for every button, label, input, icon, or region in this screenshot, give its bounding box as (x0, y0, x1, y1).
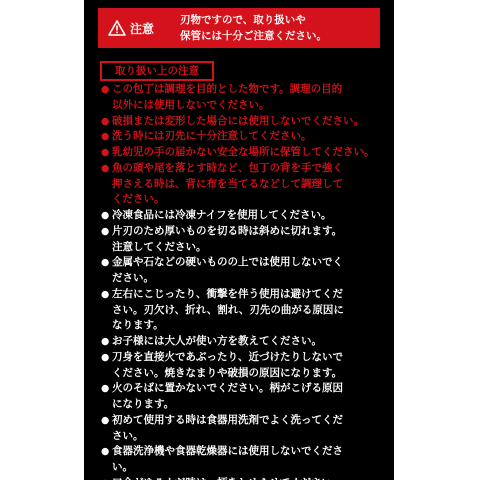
caution-item-line: 注意してください。 (112, 240, 207, 253)
caution-item-line: なります。 (112, 319, 164, 332)
caution-item (102, 255, 384, 287)
section-title: 取り扱い上の注意 (100, 61, 214, 81)
caution-item-line: ● 刀身を直接火であぶったり、近づけたりしないで (112, 350, 343, 363)
caution-item (102, 476, 384, 492)
warning-text-line: 保管には十分ご注意ください。 (180, 30, 327, 42)
caution-item (102, 381, 384, 413)
caution-item-line: さい。 (112, 429, 144, 442)
caution-item (102, 224, 384, 256)
caution-item-line: ● この包丁は調理を目的とした物です。調理の目的 (112, 83, 343, 95)
caution-item (102, 350, 384, 382)
caution-item-line: ● 冷凍食品には冷凍ナイフを使用してください。 (112, 209, 332, 221)
caution-label (84, 0, 394, 489)
caution-item-line: ● 食器洗浄機や食器乾燥器には使用しないでくださ (112, 445, 343, 458)
caution-item (102, 145, 384, 161)
caution-item-line: になります。 (112, 398, 175, 410)
caution-item-line: ● 片刃のため厚いものを切る時は斜めに切れます。 (112, 224, 343, 237)
warning-text (180, 12, 327, 44)
caution-item-line: ください。 (112, 193, 165, 206)
caution-item (102, 334, 384, 350)
caution-item-line: ださい。 (112, 272, 154, 284)
warning-header (98, 8, 380, 48)
caution-item (102, 82, 384, 114)
caution-item (102, 114, 384, 130)
caution-list (102, 82, 384, 492)
caution-item-line: ● 金属や石などの硬いものの上では使用しないでく (112, 256, 343, 269)
caution-item-line: ● 初めて使用する時は食器用洗剤でよく洗ってくだ (112, 413, 343, 426)
caution-item-line: い。 (112, 461, 133, 473)
warning-title: 注意 (130, 21, 155, 36)
warning-triangle-icon (108, 20, 126, 36)
caution-item-line: ● お子様には大人が使い方を教えてください。 (112, 335, 322, 347)
caution-item-line: ● 乳幼児の手の届かない安全な場所に保管してください。 (112, 146, 375, 158)
warning-text-line: 刃物ですので、取り扱いや (180, 14, 306, 26)
caution-item-line: ● 口金がゆるんだ時は、柄をしめらせてください。 (112, 476, 343, 489)
caution-item-line: 押さえる時は、背に布を当てるなどして調理して (112, 177, 343, 190)
caution-item-line: ● 破損または変形した場合には使用しないでください。 (112, 114, 364, 127)
caution-item-line: ● 洗う時には刃先に十分注意してください。 (112, 130, 312, 143)
caution-item (102, 129, 384, 145)
caution-item-line: さい。刃欠け、折れ、割れ、刃先の曲がる原因に (112, 303, 344, 316)
caution-item-line: 以外には使用しないでください。 (112, 98, 270, 111)
caution-item-line: ● 火のそばに置かないでください。柄がこげる原因 (112, 382, 343, 395)
caution-item (102, 444, 384, 476)
caution-item (102, 208, 384, 224)
caution-item-line: ください。焼きなまりや破損の原因になります。 (112, 366, 343, 379)
caution-item-line: ● 左右にこじったり、衝撃を伴う使用は避けてくだ (112, 287, 343, 300)
caution-item (102, 161, 384, 208)
caution-item (102, 413, 384, 445)
caution-item-line: ● 魚の頭や尾を落とす時など、包丁の背を手で強く (112, 161, 343, 174)
caution-item (102, 287, 384, 334)
